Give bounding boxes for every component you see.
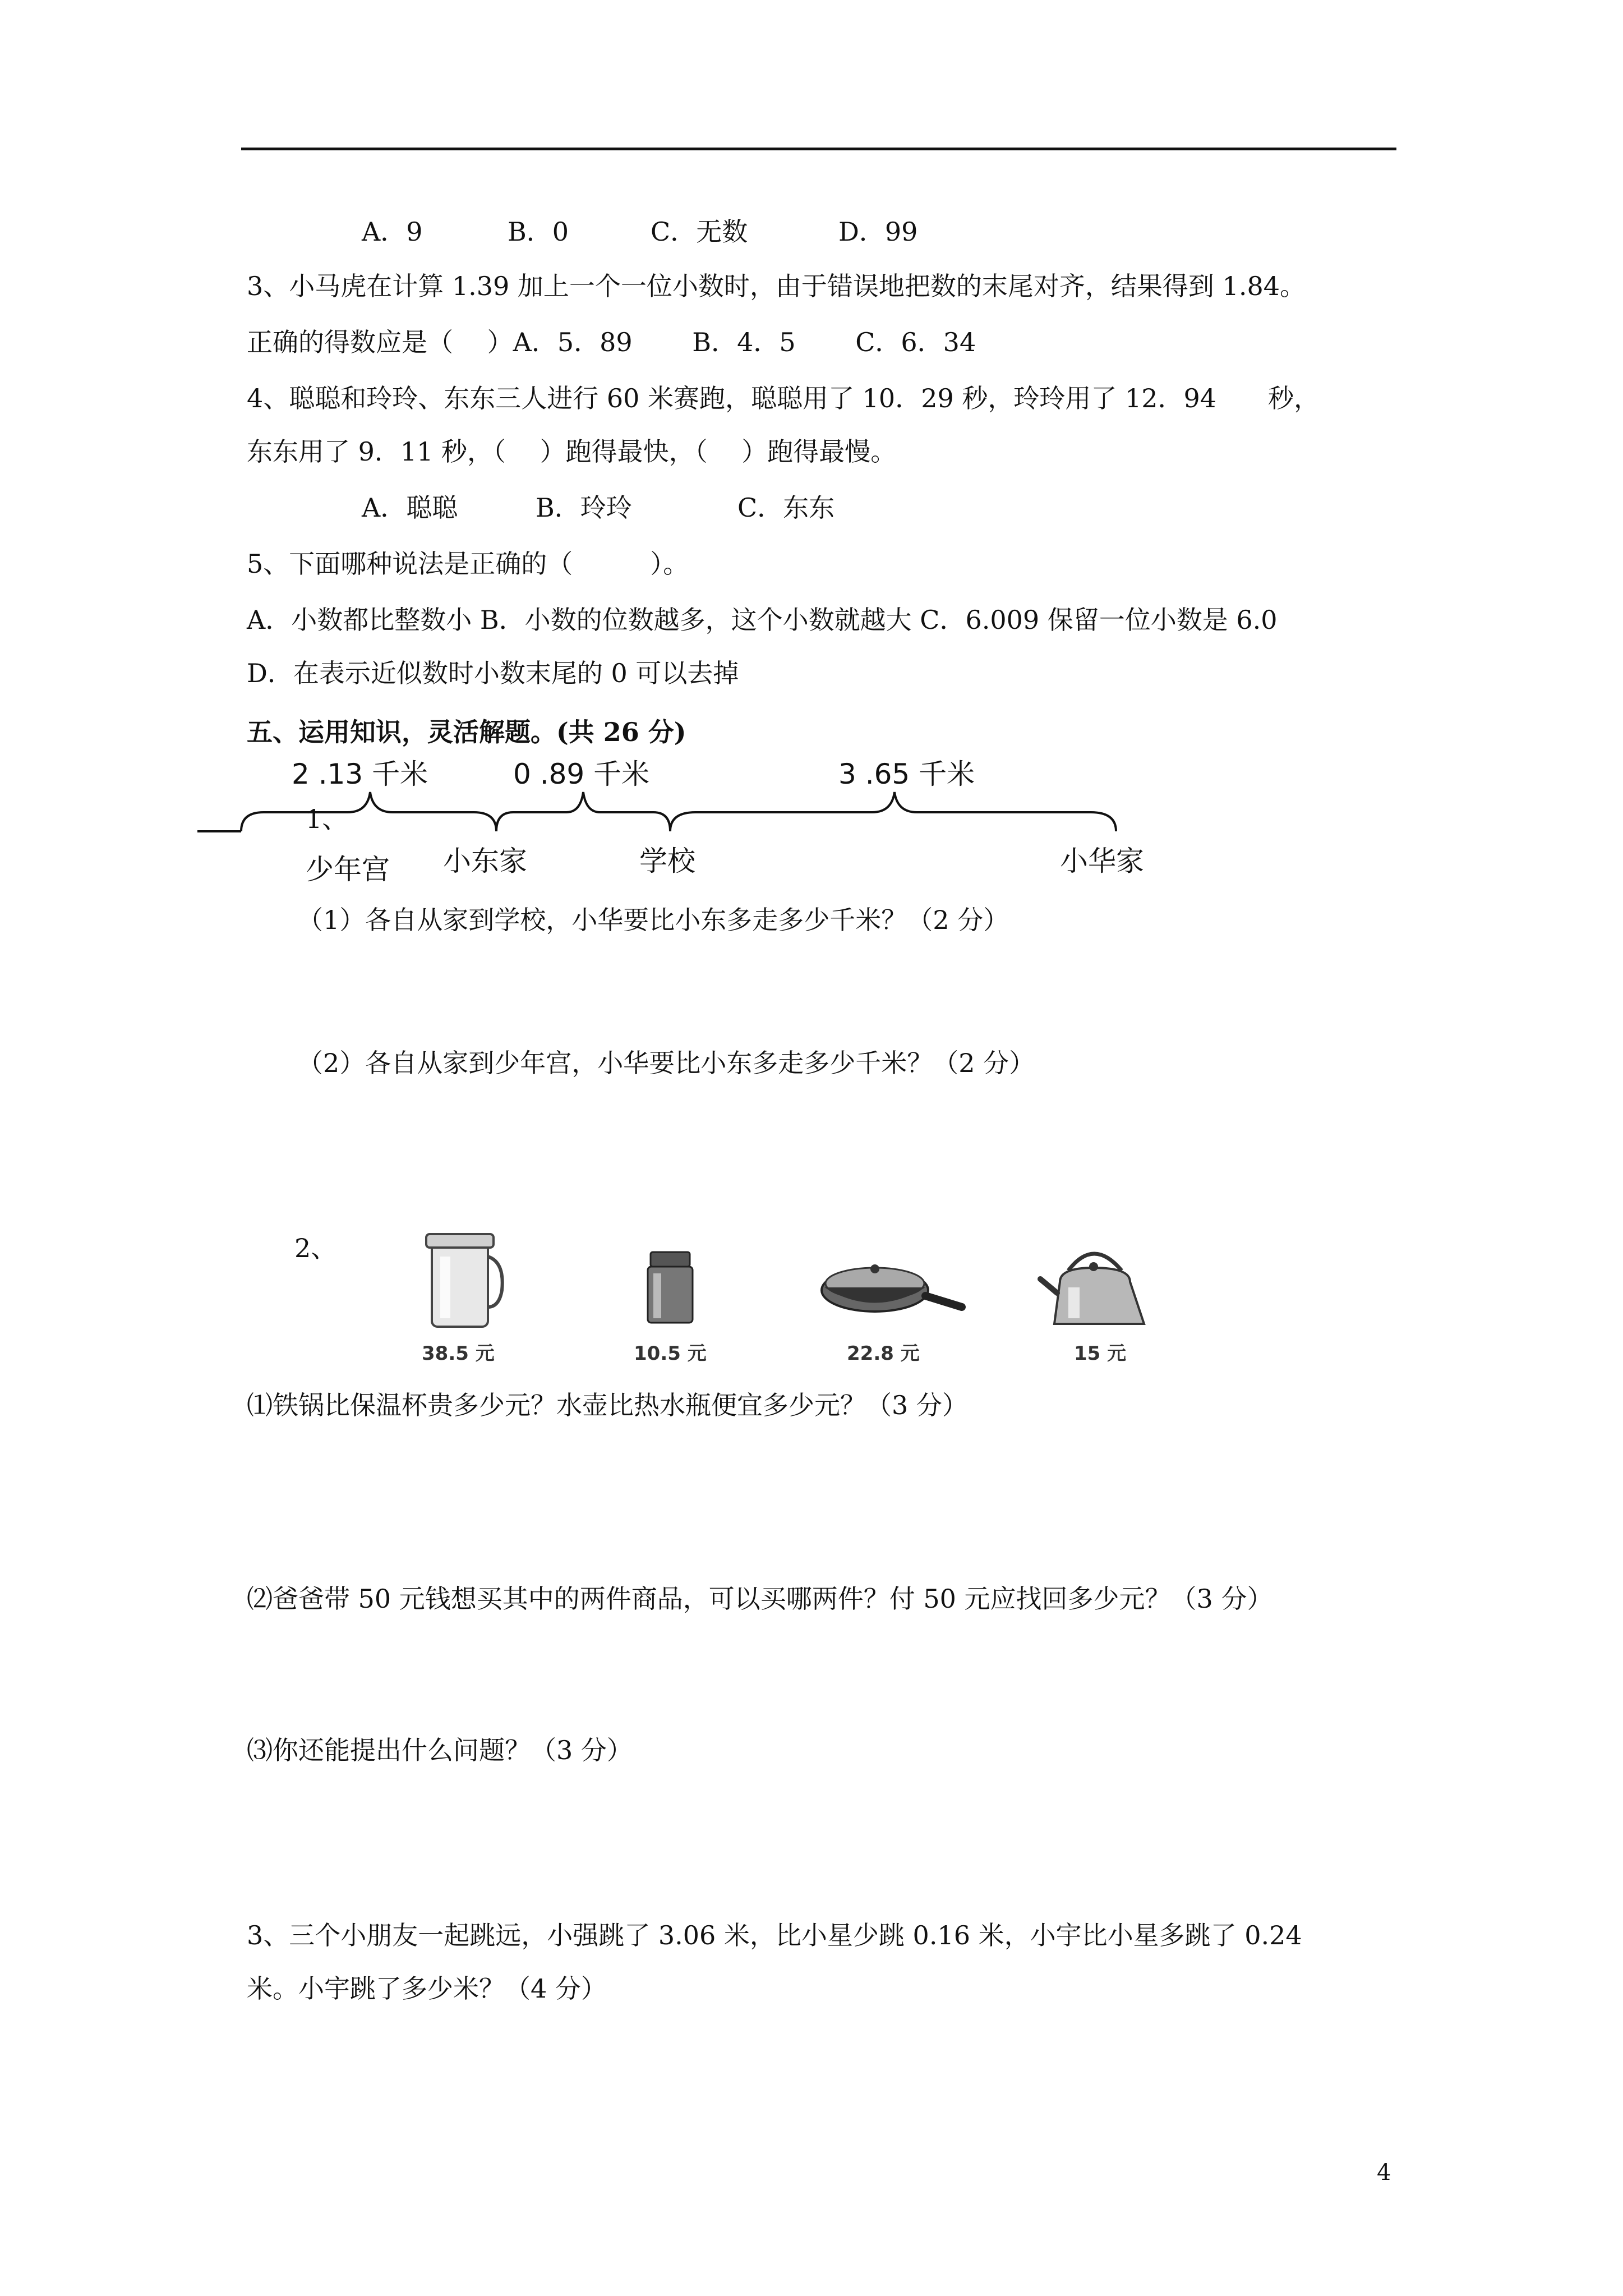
problem-2-sub1: ⑴铁锅比保温杯贵多少元？水壶比热水瓶便宜多少元？（3 分） <box>247 1390 968 1420</box>
section-title: 五、运用知识，灵活解题。(共 26 分) <box>247 717 686 747</box>
q4-option-b: B．玲玲 <box>536 493 632 523</box>
place-xiaodong-home: 小东家 <box>443 845 527 877</box>
frying-pan-icon <box>822 1264 962 1312</box>
problem-2-sub2: ⑵爸爸带 50 元钱想买其中的两件商品，可以买哪两件？付 50 元应找回多少元？（3 分） <box>247 1584 1273 1614</box>
place-xiaohua-home: 小华家 <box>1060 845 1144 877</box>
place-school: 学校 <box>639 845 695 877</box>
distance-label-2: 0 .89 千米 <box>513 758 650 790</box>
price-frying-pan: 22.8 元 <box>847 1342 920 1365</box>
option-c: C．无数 <box>651 217 748 247</box>
q4-option-a: A．聪聪 <box>362 493 458 523</box>
problem-2-sub3: ⑶你还能提出什么问题？（3 分） <box>247 1735 633 1765</box>
place-youth-palace: 少年宫 <box>306 853 390 886</box>
page-number: 4 <box>1377 2160 1391 2185</box>
option-d: D．99 <box>838 217 918 247</box>
insulated-cup-icon <box>648 1252 693 1323</box>
price-insulated-cup: 10.5 元 <box>634 1342 707 1365</box>
problem-3-line2: 米。小宇跳了多少米？（4 分） <box>247 1973 607 2004</box>
price-kettle: 15 元 <box>1074 1342 1127 1365</box>
problem-2-number: 2、 <box>294 1233 337 1263</box>
thermos-icon <box>426 1234 502 1327</box>
kettle-icon <box>1040 1254 1144 1324</box>
q5-line3: D．在表示近似数时小数末尾的 0 可以去掉 <box>247 658 739 688</box>
price-thermos: 38.5 元 <box>422 1342 495 1365</box>
distance-label-1: 2 .13 千米 <box>292 758 428 790</box>
problem-3-line1: 3、三个小朋友一起跳远，小强跳了 3.06 米，比小星少跳 0.16 米，小宇比小星多跳了 0.24 <box>247 1920 1302 1950</box>
q3-line1: 3、小马虎在计算 1.39 加上一个一位小数时，由于错误地把数的末尾对齐，结果得到 1.84。 <box>247 271 1306 301</box>
q4-option-c: C．东东 <box>737 493 835 523</box>
problem-1-number: 1、 <box>306 804 348 834</box>
problem-1-sub1: （1）各自从家到学校，小华要比小东多走多少千米？（2 分） <box>297 905 1009 935</box>
option-b: B．0 <box>508 217 569 247</box>
q3-line2: 正确的得数应是（ ）A．5．89 B．4．5 C．6．34 <box>247 327 976 357</box>
distance-label-3: 3 .65 千米 <box>838 758 975 790</box>
q5-line1: 5、下面哪种说法是正确的（ ）。 <box>247 549 689 579</box>
problem-1-sub2: （2）各自从家到少年宫，小华要比小东多走多少千米？（2 分） <box>297 1048 1035 1078</box>
q4-line1: 4、聪聪和玲玲、东东三人进行 60 米赛跑，聪聪用了 10．29 秒，玲玲用了 12．94 秒， <box>247 383 1320 413</box>
q4-line2: 东东用了 9．11 秒，（ ）跑得最快，（ ）跑得最慢。 <box>247 436 897 467</box>
option-a: A．9 <box>362 217 423 247</box>
q5-line2: A．小数都比整数小 B．小数的位数越多，这个小数就越大 C．6.009 保留一位小数是 6.0 <box>247 605 1278 635</box>
